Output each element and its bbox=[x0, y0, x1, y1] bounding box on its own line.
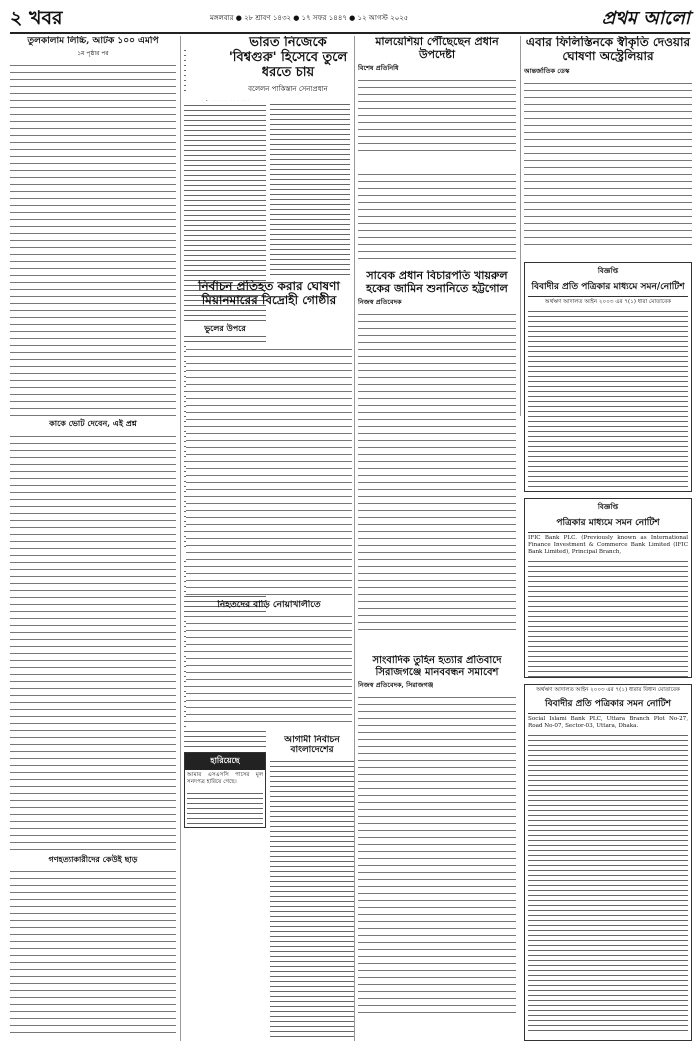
india-article-header: ভারত নিজেকে 'বিশ্বগুরু' হিসেবে তুলে ধরতে চায় বলেলন পাকিস্তান সেনাপ্রধান bbox=[186, 36, 352, 100]
coke-headline: তুলকালাম লিচ্চি, আটক ১০০ এমপি bbox=[27, 36, 159, 46]
nihoto-article bbox=[186, 600, 352, 730]
lost-certificate-ad: হারিয়েছে আমার এসএসসি পাসের মূল সনদপত্র হারিয়ে গেছে। bbox=[184, 752, 266, 828]
australia-article: এবার ফিলিস্তিনকে স্বীকৃতি দেওয়ার ঘোষণা অস্ট্রেলিয়ার আন্তর্জাতিক ডেস্ক bbox=[524, 36, 692, 256]
sibl-notice-ad: অর্থঋণ আদালত আইন ২০০৩ এর ৭(১) ধারার বিধান মোতাবেক বিবাদীর প্রতি পত্রিকার সমন নোটিশ Social Islami Bank PLC, Uttara Branch Plot No-27, Road No-07, Sector-03, Uttara, Dhaka. bbox=[524, 684, 692, 1041]
bank-notice-ad: বিজ্ঞপ্তি বিবাদীর প্রতি পত্রিকার মাধ্যমে সমন/নোটিশ অর্থঋণ আদালত আইন ২০০৩ এর ৭(১) ধারা মোতাবেক bbox=[524, 262, 692, 492]
malaysia-article: মালয়েশিয়া পৌঁছেছেন প্রধান উপদেষ্টা বিশেষ প্রতিনিধি bbox=[358, 36, 516, 166]
journalist-article: সাংবাদিক তুহিন হত্যার প্রতিবাদে সিরাজগঞ্জে মানববন্ধন সমাবেশ নিজস্ব প্রতিবেদক, সিরাজগঞ্জ bbox=[358, 655, 516, 1041]
ific-notice-ad: বিজ্ঞপ্তি পত্রিকার মাধ্যমে সমন নোটিশ IFIC Bank PLC. (Previously known as International Finance Investment & Commerce Bank Limited (IFIC Bank Limited), Principal Branch, bbox=[524, 498, 692, 678]
khairul-article: সাবেক প্রধান বিচারপতি খায়রুল হকের জামিন শুনানিতে হট্টগোল নিজস্ব প্রতিবেদক bbox=[358, 270, 516, 650]
myanmar-headline: নির্বাচন প্রতিহত করার ঘোষণা মিয়ানমারের বিদ্রোহী গোষ্ঠীর bbox=[198, 280, 340, 307]
australia-headline: এবার ফিলিস্তিনকে স্বীকৃতি দেওয়ার ঘোষণা অস্ট্রেলিয়ার bbox=[525, 36, 691, 63]
coke-body bbox=[10, 61, 176, 416]
masthead-logo: প্রথম আলো bbox=[601, 8, 690, 29]
page-number: ২ খবর bbox=[10, 7, 63, 29]
election-headline: আগামী নির্বাচন বাংলাদেশের bbox=[284, 735, 340, 756]
sub-headline-1: কাকে ভোট দেবেন, এই প্রশ্ন bbox=[49, 418, 137, 429]
left-column: তুলকালাম লিচ্চি, আটক ১০০ এমপি ১ম পৃষ্ঠার পর কাকে ভোট দেবেন, এই প্রশ্ন গণহত্যাকারীদের কেউই ছাড় bbox=[10, 36, 176, 1042]
malaysia-headline: মালয়েশিয়া পৌঁছেছেন প্রধান উপদেষ্টা bbox=[375, 36, 499, 61]
khairul-headline: সাবেক প্রধান বিচারপতি খায়রুল হকের জামিন শুনানিতে হট্টগোল bbox=[366, 270, 508, 295]
election-article bbox=[270, 735, 354, 1041]
page-header bbox=[10, 4, 690, 34]
dateline: মঙ্গলবার ● ২৮ শ্রাবণ ১৪৩২ ● ১৭ সফর ১৪৪৭ ● ১২ আগস্ট ২০২৫ bbox=[210, 14, 409, 22]
second-column: ভুলের উপরে হারিয়েছে আমার এসএসসি পাসের মূল সনদপত্র হারিয়ে গেছে। bbox=[184, 36, 266, 1042]
myanmar-article bbox=[186, 280, 352, 340]
journalist-headline: সাংবাদিক তুহিন হত্যার প্রতিবাদে সিরাজগঞ্জে মানববন্ধন সমাবেশ bbox=[372, 655, 502, 678]
india-headline: ভারত নিজেকে 'বিশ্বগুরু' হিসেবে তুলে ধরতে চায় bbox=[228, 36, 348, 80]
nihoto-headline: নিহতদের বাড়ি নোয়াখালীতে bbox=[217, 600, 321, 610]
sub-headline-2: গণহত্যাকারীদের কেউই ছাড় bbox=[48, 853, 138, 864]
